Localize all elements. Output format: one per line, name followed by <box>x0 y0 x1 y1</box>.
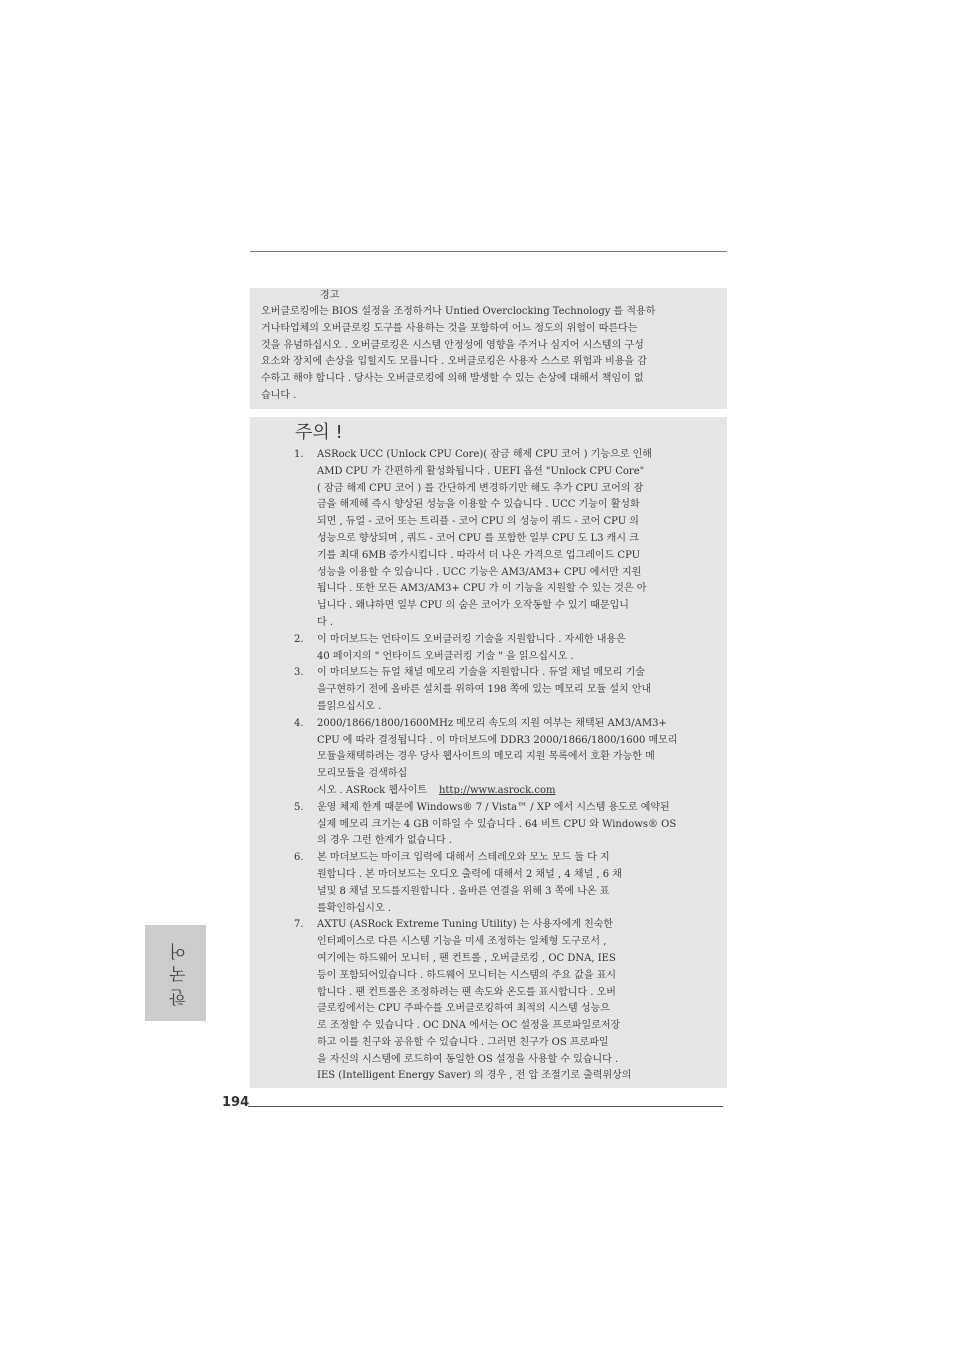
list-item <box>294 917 712 1085</box>
item-line: 성능을 이용할 수 있습니다 . UCC 기능은 AM3/AM3+ CPU 에서만 지원 <box>317 566 642 578</box>
warning-title: 경고 <box>320 290 340 301</box>
item-line: 를읽으십시오 . <box>317 700 382 712</box>
item-text <box>317 447 712 632</box>
item-line: 등이 포함되어있습니다 . 하드웨어 모니터는 시스템의 주요 값을 표시 <box>317 969 617 981</box>
item-line: 모듈을채택하려는 경우 당사 웹사이트의 메모리 지원 목록에서 호환 가능한 메 <box>317 751 655 763</box>
item-line: 2000/1866/1800/1600MHz 메모리 속도의 지원 여부는 채택된 AM3/AM3+ <box>317 717 667 729</box>
item-number: 5. <box>294 801 304 813</box>
item-line: 하고 이를 친구와 공유할 수 있습니다 . 그러면 친구가 OS 프로파일 <box>317 1036 609 1048</box>
item-text <box>317 716 712 800</box>
asrock-website-link[interactable]: http://www.asrock.com <box>438 784 556 796</box>
language-label: 한국어 <box>170 937 190 1006</box>
item-line: 널및 8 채널 모드를지원합니다 . 올바른 연결을 위해 3 쪽에 나온 표 <box>317 885 610 897</box>
item-line: 성능으로 향상되며 , 쿼드 - 코어 CPU 를 포함한 일부 CPU 도 L3 캐시 크 <box>317 532 639 544</box>
item-line: 을구현하기 전에 올바른 설치를 위하여 198 쪽에 있는 메모리 모듈 설치 안내 <box>317 684 652 696</box>
item-line: 로 조정할 수 있습니다 . OC DNA 에서는 OC 설정을 프로파일로저장 <box>317 1020 621 1032</box>
item-text <box>317 917 712 1085</box>
item-line: AMD CPU 가 간편하게 활성화됩니다 . UEFI 옵션 "Unlock CPU Core" <box>317 465 645 477</box>
list-item <box>294 850 712 917</box>
item-line: 기를 최대 6MB 증가시킵니다 . 따라서 더 나은 가격으로 업그레이드 CPU <box>317 549 641 561</box>
item-number: 3. <box>294 667 304 679</box>
item-line: 클로킹에서는 CPU 주파수를 오버클로킹하여 최적의 시스템 성능으 <box>317 1003 610 1015</box>
warning-body <box>261 304 709 405</box>
item-text <box>317 800 712 850</box>
list-item <box>294 800 712 850</box>
warning-line: 것을 유념하십시오 . 오버클로킹은 시스템 안정성에 영향을 주거나 심지어 시스템의 구성 <box>261 339 644 351</box>
list-item <box>294 632 712 666</box>
warning-line: 거나타업체의 오버클로킹 도구를 사용하는 것을 포함하여 어느 정도의 위험이 따른다는 <box>261 322 638 334</box>
item-line: 의 경우 그런 한계가 없습니다 . <box>317 835 452 847</box>
item-number: 2. <box>294 633 304 645</box>
item-line: 금을 해제해 즉시 향상된 성능을 이용할 수 있습니다 . UCC 기능이 활성화 <box>317 499 640 511</box>
item-number: 6. <box>294 852 304 864</box>
item-line-text: 시오 . ASRock 웹사이트 <box>317 784 427 796</box>
list-item <box>294 665 712 715</box>
item-number: 4. <box>294 717 304 729</box>
item-line: 운영 체제 한계 때문에 Windows® 7 / Vista™ / XP 에서 시스템 용도로 예약된 <box>317 801 670 813</box>
item-line: 여기에는 하드웨어 모니터 , 팬 컨트롤 , 오버클로킹 , OC DNA, IES <box>317 952 616 964</box>
item-line: CPU 에 따라 결정됩니다 . 이 마더보드에 DDR3 2000/1866/1800/1600 메모리 <box>317 734 678 746</box>
item-line: 40 페이지의 " 언타이드 오버클러킹 기술 " 을 읽으십시오 . <box>317 650 574 662</box>
item-line: 본 마더보드는 마이크 입력에 대해서 스테레오와 모노 모드 둘 다 지 <box>317 852 610 864</box>
item-line: ASRock UCC (Unlock CPU Core)( 잠금 해제 CPU 코어 ) 기능으로 인해 <box>317 449 652 460</box>
item-line: 원합니다 . 본 마더보드는 오디오 출력에 대해서 2 채널 , 4 채널 , 6 채 <box>317 868 622 880</box>
item-text <box>317 632 712 666</box>
item-text <box>317 850 712 917</box>
warning-line: 수하고 해야 합니다 . 당사는 오버클로킹에 의해 발생할 수 있는 손상에 대해서 책임이 없 <box>261 373 644 385</box>
item-line: 되면 , 듀얼 - 코어 또는 트리플 - 코어 CPU 의 성능이 쿼드 - 코어 CPU 의 <box>317 516 639 528</box>
item-text <box>317 665 712 715</box>
item-line: AXTU (ASRock Extreme Tuning Utility) 는 사용자에게 친숙한 <box>317 919 614 931</box>
item-line: 합니다 . 팬 컨트롤은 조정하려는 팬 속도와 온도를 표시합니다 . 오버 <box>317 986 616 998</box>
language-side-tab <box>145 925 206 1021</box>
item-line: 을 자신의 시스템에 로드하여 동일한 OS 설정을 사용할 수 있습니다 . <box>317 1053 619 1065</box>
item-line: ( 잠금 해제 CPU 코어 ) 를 간단하게 변경하기만 해도 추가 CPU 코어의 잠 <box>317 482 644 494</box>
list-item <box>294 716 712 800</box>
warning-line: 오버클로킹에는 BIOS 설정을 조정하거나 Untied Overclocking Technology 를 적용하 <box>261 306 656 317</box>
notice-box <box>250 417 727 1088</box>
item-number: 7. <box>294 919 304 931</box>
bottom-rule <box>248 1106 723 1107</box>
item-number: 1. <box>294 449 304 460</box>
notice-title: 주의 ! <box>295 422 343 443</box>
item-line: 이 마더보드는 듀얼 채널 메모리 기술을 지원합니다 . 듀얼 채널 메모리 기술 <box>317 667 645 679</box>
item-line <box>317 783 712 800</box>
item-line: 인터페이스로 다른 시스템 기능을 미세 조정하는 일체형 도구로서 , <box>317 936 607 948</box>
item-line: IES (Intelligent Energy Saver) 의 경우 , 전 압 조절기로 출력위상의 <box>317 1070 632 1082</box>
item-line: 실제 메모리 크기는 4 GB 이하일 수 있습니다 . 64 비트 CPU 와 Windows® OS <box>317 818 677 830</box>
item-line: 닙니다 . 왜냐하면 일부 CPU 의 숨은 코어가 오작동할 수 있기 때문입니 <box>317 600 629 612</box>
item-line: 를확인하십시오 . <box>317 902 391 914</box>
item-line: 다 . <box>317 616 334 628</box>
warning-line: 요소와 장치에 손상을 입힐지도 모릅니다 . 오버클로킹은 사용자 스스로 위험과 비용을 감 <box>261 356 647 368</box>
item-line: 됩니다 . 또한 모든 AM3/AM3+ CPU 가 이 기능을 지원할 수 있는 것은 아 <box>317 583 647 595</box>
list-item <box>294 447 712 632</box>
warning-box <box>250 288 727 409</box>
page-number: 194 <box>222 1095 250 1110</box>
item-line: 모리모듈을 검색하십 <box>317 768 408 780</box>
warning-line: 습니다 . <box>261 389 297 401</box>
item-line: 이 마더보드는 언타이드 오버클러킹 기술을 지원합니다 . 자세한 내용은 <box>317 633 626 645</box>
top-rule <box>250 251 727 252</box>
notice-list <box>294 447 712 1085</box>
